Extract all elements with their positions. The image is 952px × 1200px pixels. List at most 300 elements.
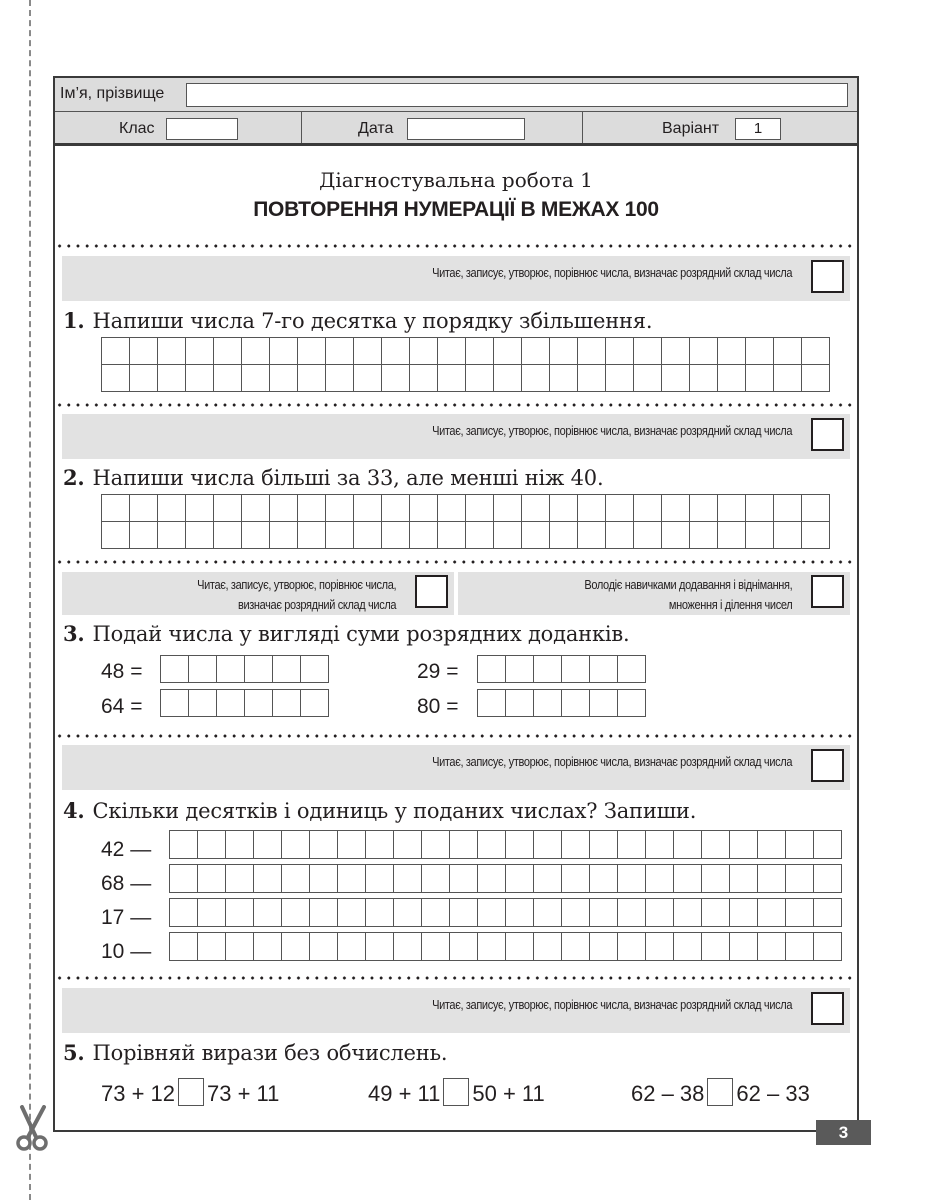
grid-cell[interactable] [273, 656, 301, 683]
grid-cell[interactable] [758, 933, 786, 961]
grid-cell[interactable] [774, 522, 802, 549]
grid-cell[interactable] [662, 495, 690, 522]
grid-cell[interactable] [466, 338, 494, 365]
task-1-heading [63, 308, 652, 333]
grid-cell[interactable] [273, 690, 301, 717]
dotted-separator [55, 560, 857, 564]
grid-cell[interactable] [217, 656, 245, 683]
grid-cell[interactable] [466, 365, 494, 392]
grid-cell[interactable] [730, 831, 758, 859]
grid-cell[interactable] [130, 365, 158, 392]
criteria-band [62, 745, 850, 790]
grid-cell[interactable] [494, 365, 522, 392]
grid-cell[interactable] [366, 865, 394, 893]
grid-cell[interactable] [102, 365, 130, 392]
grid-cell[interactable] [282, 933, 310, 961]
date-label: Дата [358, 120, 394, 137]
grid-cell[interactable] [338, 899, 366, 927]
grid-cell[interactable] [506, 865, 534, 893]
answer-grid-task-1[interactable] [101, 337, 830, 392]
grid-cell[interactable] [758, 865, 786, 893]
grid-cell[interactable] [674, 933, 702, 961]
grid-cell[interactable] [478, 690, 506, 717]
grid-cell[interactable] [478, 865, 506, 893]
grid-cell[interactable] [702, 899, 730, 927]
grid-cell[interactable] [254, 899, 282, 927]
grid-cell[interactable] [814, 933, 842, 961]
grid-cell[interactable] [802, 365, 830, 392]
grid-cell[interactable] [606, 522, 634, 549]
grid-cell[interactable] [730, 933, 758, 961]
grid-cell[interactable] [634, 338, 662, 365]
grid-cell[interactable] [354, 338, 382, 365]
grid-cell[interactable] [102, 495, 130, 522]
grid-cell[interactable] [478, 656, 506, 683]
criteria-band-right [458, 572, 850, 615]
grid-cell[interactable] [466, 495, 494, 522]
grid-cell[interactable] [394, 933, 422, 961]
task-text: Порівняй вирази без обчислень. [92, 1041, 448, 1065]
grid-cell[interactable] [578, 522, 606, 549]
comparison-2: 49 + 11 50 + 11 [368, 1078, 545, 1110]
grid-cell[interactable] [690, 522, 718, 549]
score-checkbox[interactable] [415, 575, 448, 608]
grid-cell[interactable] [534, 831, 562, 859]
grid-cell[interactable] [802, 338, 830, 365]
grid-cell[interactable] [214, 365, 242, 392]
date-cell [302, 112, 583, 143]
expression-label: 64 = [101, 695, 143, 718]
grid-cell[interactable] [758, 899, 786, 927]
task-text: Скільки десятків і одиниць у поданих числах? Запиши. [92, 799, 697, 823]
grid-cell[interactable] [450, 865, 478, 893]
grid-cell[interactable] [758, 831, 786, 859]
grid-cell[interactable] [326, 365, 354, 392]
grid-cell[interactable] [718, 495, 746, 522]
grid-cell[interactable] [158, 365, 186, 392]
answer-row[interactable] [169, 830, 842, 859]
grid-cell[interactable] [690, 495, 718, 522]
grid-cell[interactable] [226, 933, 254, 961]
number-label: 17 — [101, 906, 152, 929]
comparison-sign-box[interactable] [443, 1078, 469, 1106]
grid-cell[interactable] [282, 899, 310, 927]
grid-cell[interactable] [226, 865, 254, 893]
grid-cell[interactable] [702, 865, 730, 893]
grid-cell[interactable] [394, 899, 422, 927]
grid-cell[interactable] [310, 865, 338, 893]
criteria-text: Читає, записує, утворює, порівнює числа, визначає розрядний склад числа [196, 578, 396, 612]
grid-cell[interactable] [422, 831, 450, 859]
grid-cell[interactable] [438, 338, 466, 365]
grid-cell[interactable] [590, 899, 618, 927]
grid-cell[interactable] [478, 933, 506, 961]
grid-cell[interactable] [198, 899, 226, 927]
grid-cell[interactable] [522, 495, 550, 522]
score-checkbox[interactable] [811, 418, 844, 451]
grid-cell[interactable] [506, 933, 534, 961]
grid-cell[interactable] [170, 831, 198, 859]
name-field[interactable] [186, 83, 848, 107]
grid-cell[interactable] [494, 338, 522, 365]
grid-cell[interactable] [410, 522, 438, 549]
grid-cell[interactable] [494, 495, 522, 522]
grid-cell[interactable] [746, 365, 774, 392]
grid-cell[interactable] [366, 933, 394, 961]
grid-cell[interactable] [186, 338, 214, 365]
variant-field[interactable]: 1 [735, 118, 781, 140]
task-number: 2. [63, 465, 85, 490]
criteria-text: Читає, записує, утворює, порівнює числа, визначає розрядний склад числа [431, 998, 792, 1012]
grid-cell[interactable] [534, 865, 562, 893]
page-number: 3 [816, 1120, 871, 1145]
grid-cell[interactable] [242, 495, 270, 522]
grid-cell[interactable] [774, 495, 802, 522]
task-text: Напиши числа 7-го десятка у порядку збільшення. [92, 309, 653, 333]
grid-cell[interactable] [338, 933, 366, 961]
criteria-text: Читає, записує, утворює, порівнює числа, визначає розрядний склад числа [431, 755, 792, 769]
grid-cell[interactable] [310, 899, 338, 927]
task-5-heading [63, 1040, 447, 1065]
grid-cell[interactable] [450, 831, 478, 859]
grid-cell[interactable] [634, 522, 662, 549]
task-3-heading [63, 621, 630, 646]
grid-cell[interactable] [786, 831, 814, 859]
grid-cell[interactable] [506, 831, 534, 859]
grid-cell[interactable] [662, 365, 690, 392]
grid-cell[interactable] [718, 365, 746, 392]
grid-cell[interactable] [301, 690, 329, 717]
number-label: 10 — [101, 940, 152, 963]
grid-cell[interactable] [774, 338, 802, 365]
grid-cell[interactable] [326, 338, 354, 365]
grid-cell[interactable] [618, 899, 646, 927]
grid-cell[interactable] [590, 933, 618, 961]
comparison-sign-box[interactable] [178, 1078, 204, 1106]
grid-cell[interactable] [422, 899, 450, 927]
grid-cell[interactable] [662, 522, 690, 549]
grid-cell[interactable] [466, 522, 494, 549]
grid-cell[interactable] [422, 933, 450, 961]
grid-cell[interactable] [326, 522, 354, 549]
grid-cell[interactable] [422, 865, 450, 893]
grid-cell[interactable] [618, 656, 646, 683]
task-number: 5. [63, 1040, 85, 1065]
grid-cell[interactable] [634, 365, 662, 392]
grid-cell[interactable] [522, 338, 550, 365]
number-label: 42 — [101, 838, 152, 861]
grid-cell[interactable] [245, 690, 273, 717]
grid-cell[interactable] [226, 899, 254, 927]
grid-cell[interactable] [326, 495, 354, 522]
grid-cell[interactable] [270, 365, 298, 392]
grid-cell[interactable] [214, 522, 242, 549]
scissors-icon [12, 1105, 52, 1155]
answer-row[interactable] [169, 898, 842, 927]
grid-cell[interactable] [410, 365, 438, 392]
criteria-text: Читає, записує, утворює, порівнює числа, визначає розрядний склад числа [431, 266, 792, 280]
task-2-heading [63, 465, 603, 490]
grid-cell[interactable] [730, 865, 758, 893]
grid-cell[interactable] [366, 899, 394, 927]
grid-cell[interactable] [562, 831, 590, 859]
grid-cell[interactable] [522, 365, 550, 392]
grid-cell[interactable] [606, 495, 634, 522]
grid-cell[interactable] [786, 899, 814, 927]
grid-cell[interactable] [562, 690, 590, 717]
grid-cell[interactable] [506, 656, 534, 683]
grid-cell[interactable] [646, 865, 674, 893]
grid-cell[interactable] [301, 656, 329, 683]
grid-cell[interactable] [186, 495, 214, 522]
grid-cell[interactable] [578, 338, 606, 365]
grid-cell[interactable] [438, 365, 466, 392]
grid-cell[interactable] [702, 933, 730, 961]
grid-cell[interactable] [618, 690, 646, 717]
grid-cell[interactable] [802, 522, 830, 549]
task-number: 4. [63, 798, 85, 823]
grid-cell[interactable] [534, 899, 562, 927]
grid-cell[interactable] [802, 495, 830, 522]
grid-cell[interactable] [130, 338, 158, 365]
grid-cell[interactable] [254, 831, 282, 859]
name-row [55, 78, 857, 112]
grid-cell[interactable] [814, 831, 842, 859]
grid-cell[interactable] [718, 338, 746, 365]
grid-cell[interactable] [161, 690, 189, 717]
dotted-separator [55, 976, 857, 980]
grid-cell[interactable] [242, 522, 270, 549]
grid-cell[interactable] [158, 338, 186, 365]
task-number: 1. [63, 308, 85, 333]
task-text: Подай числа у вигляді суми розрядних доданків. [92, 622, 630, 646]
grid-cell[interactable] [382, 338, 410, 365]
expression-label: 29 = [417, 660, 459, 683]
grid-cell[interactable] [450, 933, 478, 961]
class-date-variant-row [55, 112, 857, 146]
grid-cell[interactable] [242, 365, 270, 392]
grid-cell[interactable] [662, 338, 690, 365]
grid-cell[interactable] [438, 522, 466, 549]
grid-cell[interactable] [298, 338, 326, 365]
grid-cell[interactable] [522, 522, 550, 549]
grid-cell[interactable] [438, 495, 466, 522]
grid-cell[interactable] [494, 522, 522, 549]
grid-cell[interactable] [590, 656, 618, 683]
grid-cell[interactable] [786, 933, 814, 961]
grid-cell[interactable] [506, 899, 534, 927]
class-cell [55, 112, 302, 143]
grid-cell[interactable] [354, 365, 382, 392]
grid-cell[interactable] [170, 933, 198, 961]
grid-cell[interactable] [730, 899, 758, 927]
dotted-separator [55, 734, 857, 738]
grid-cell[interactable] [410, 338, 438, 365]
grid-cell[interactable] [814, 865, 842, 893]
grid-cell[interactable] [282, 865, 310, 893]
grid-cell[interactable] [366, 831, 394, 859]
grid-cell[interactable] [562, 899, 590, 927]
grid-cell[interactable] [746, 495, 774, 522]
grid-cell[interactable] [170, 899, 198, 927]
grid-cell[interactable] [618, 933, 646, 961]
grid-cell[interactable] [189, 690, 217, 717]
grid-cell[interactable] [270, 338, 298, 365]
grid-cell[interactable] [674, 865, 702, 893]
number-label: 68 — [101, 872, 152, 895]
grid-cell[interactable] [550, 495, 578, 522]
grid-cell[interactable] [382, 495, 410, 522]
grid-cell[interactable] [217, 690, 245, 717]
date-field[interactable] [407, 118, 525, 140]
grid-cell[interactable] [394, 865, 422, 893]
grid-cell[interactable] [774, 365, 802, 392]
grid-cell[interactable] [534, 933, 562, 961]
grid-cell[interactable] [606, 365, 634, 392]
criteria-band [62, 256, 850, 301]
grid-cell[interactable] [550, 522, 578, 549]
grid-cell[interactable] [618, 865, 646, 893]
grid-cell[interactable] [478, 899, 506, 927]
expression-label: 48 = [101, 660, 143, 683]
grid-cell[interactable] [702, 831, 730, 859]
grid-cell[interactable] [534, 690, 562, 717]
answer-row[interactable] [169, 864, 842, 893]
grid-cell[interactable] [161, 656, 189, 683]
grid-cell[interactable] [214, 495, 242, 522]
grid-cell[interactable] [158, 495, 186, 522]
expression-label: 80 = [417, 695, 459, 718]
grid-cell[interactable] [198, 865, 226, 893]
worksheet-page [53, 76, 859, 1132]
score-checkbox[interactable] [811, 260, 844, 293]
grid-cell[interactable] [158, 522, 186, 549]
name-label: Ім’я, прізвище [60, 85, 165, 102]
grid-cell[interactable] [674, 831, 702, 859]
grid-cell[interactable] [254, 933, 282, 961]
grid-cell[interactable] [674, 899, 702, 927]
task-text: Напиши числа більші за 33, але менші ніж 40. [92, 466, 604, 490]
grid-cell[interactable] [254, 865, 282, 893]
grid-cell[interactable] [270, 522, 298, 549]
answer-boxes[interactable] [477, 689, 646, 717]
dotted-separator [55, 244, 857, 248]
work-subtitle: Діагностувальна робота 1 [319, 168, 593, 192]
grid-cell[interactable] [382, 522, 410, 549]
grid-cell[interactable] [282, 831, 310, 859]
grid-cell[interactable] [394, 831, 422, 859]
answer-boxes[interactable] [160, 689, 329, 717]
dotted-separator [55, 403, 857, 407]
criteria-band [62, 988, 850, 1033]
grid-cell[interactable] [338, 865, 366, 893]
grid-cell[interactable] [102, 338, 130, 365]
grid-cell[interactable] [130, 495, 158, 522]
grid-cell[interactable] [814, 899, 842, 927]
score-checkbox[interactable] [811, 575, 844, 608]
grid-cell[interactable] [354, 495, 382, 522]
grid-cell[interactable] [562, 933, 590, 961]
grid-cell[interactable] [189, 656, 217, 683]
grid-cell[interactable] [578, 495, 606, 522]
grid-cell[interactable] [270, 495, 298, 522]
answer-row[interactable] [169, 932, 842, 961]
answer-boxes[interactable] [160, 655, 329, 683]
grid-cell[interactable] [562, 865, 590, 893]
grid-cell[interactable] [298, 522, 326, 549]
grid-cell[interactable] [534, 656, 562, 683]
grid-cell[interactable] [550, 365, 578, 392]
grid-cell[interactable] [646, 933, 674, 961]
grid-cell[interactable] [590, 865, 618, 893]
grid-cell[interactable] [354, 522, 382, 549]
task-4-heading [63, 798, 696, 823]
grid-cell[interactable] [478, 831, 506, 859]
grid-cell[interactable] [382, 365, 410, 392]
grid-cell[interactable] [245, 656, 273, 683]
grid-cell[interactable] [786, 865, 814, 893]
criteria-text: Володіє навичками додавання і віднімання, множення і ділення чисел [584, 578, 792, 612]
grid-cell[interactable] [130, 522, 158, 549]
variant-label: Варіант [662, 120, 720, 137]
comparison-1: 73 + 12 73 + 11 [101, 1078, 279, 1110]
grid-cell[interactable] [214, 338, 242, 365]
grid-cell[interactable] [186, 522, 214, 549]
grid-cell[interactable] [746, 338, 774, 365]
score-checkbox[interactable] [811, 992, 844, 1025]
grid-cell[interactable] [198, 933, 226, 961]
comparison-sign-box[interactable] [707, 1078, 733, 1106]
grid-cell[interactable] [226, 831, 254, 859]
grid-cell[interactable] [506, 690, 534, 717]
grid-cell[interactable] [618, 831, 646, 859]
grid-cell[interactable] [242, 338, 270, 365]
grid-cell[interactable] [410, 495, 438, 522]
class-label: Клас [119, 120, 155, 137]
task-number: 3. [63, 621, 85, 646]
grid-cell[interactable] [562, 656, 590, 683]
grid-cell[interactable] [590, 690, 618, 717]
criteria-text: Читає, записує, утворює, порівнює числа, визначає розрядний склад числа [431, 424, 792, 438]
grid-cell[interactable] [310, 933, 338, 961]
grid-cell[interactable] [450, 899, 478, 927]
class-field[interactable] [166, 118, 238, 140]
grid-cell[interactable] [298, 365, 326, 392]
grid-cell[interactable] [310, 831, 338, 859]
variant-cell [583, 112, 857, 143]
grid-cell[interactable] [646, 831, 674, 859]
grid-cell[interactable] [690, 338, 718, 365]
grid-cell[interactable] [550, 338, 578, 365]
grid-cell[interactable] [102, 522, 130, 549]
grid-cell[interactable] [690, 365, 718, 392]
grid-cell[interactable] [578, 365, 606, 392]
grid-cell[interactable] [198, 831, 226, 859]
grid-cell[interactable] [746, 522, 774, 549]
grid-cell[interactable] [646, 899, 674, 927]
score-checkbox[interactable] [811, 749, 844, 782]
grid-cell[interactable] [634, 495, 662, 522]
answer-boxes[interactable] [477, 655, 646, 683]
grid-cell[interactable] [186, 365, 214, 392]
grid-cell[interactable] [590, 831, 618, 859]
grid-cell[interactable] [170, 865, 198, 893]
grid-cell[interactable] [718, 522, 746, 549]
grid-cell[interactable] [606, 338, 634, 365]
answer-grid-task-2[interactable] [101, 494, 830, 549]
grid-cell[interactable] [338, 831, 366, 859]
grid-cell[interactable] [298, 495, 326, 522]
